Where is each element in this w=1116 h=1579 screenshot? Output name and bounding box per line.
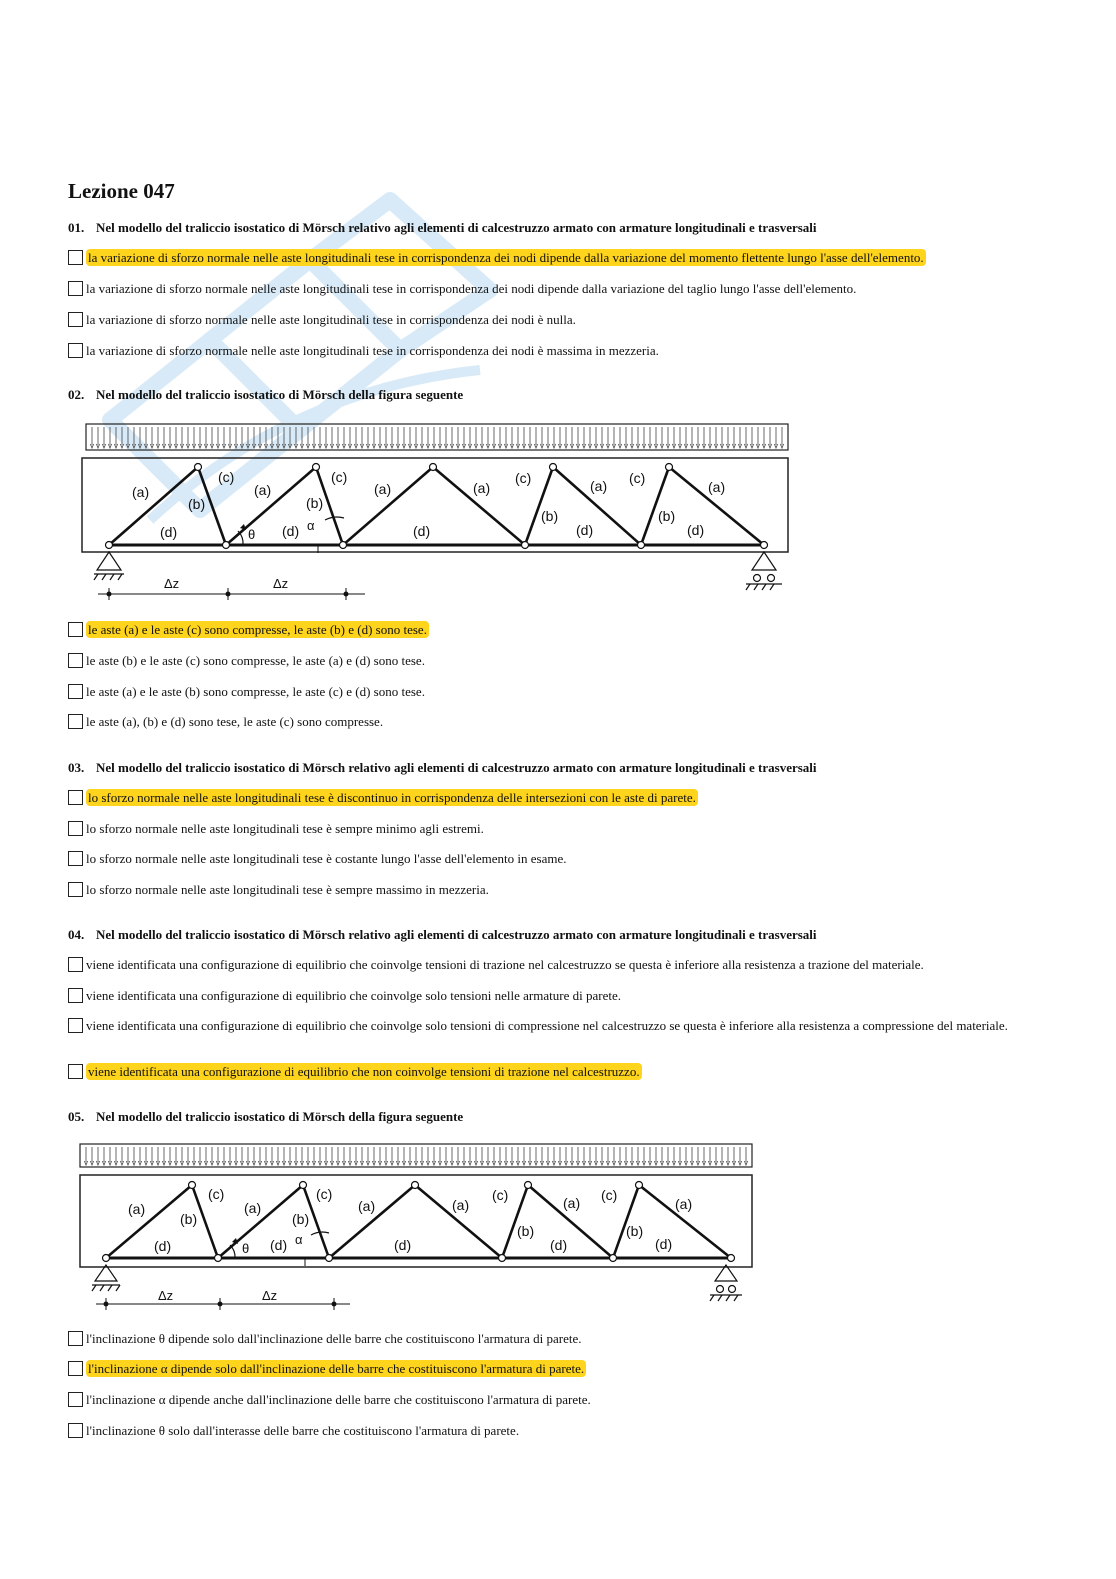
answer-checkbox[interactable]: [68, 1392, 83, 1407]
answer-checkbox[interactable]: [68, 957, 83, 972]
answer-option[interactable]: [68, 652, 1028, 669]
member-label-b: (b): [541, 508, 559, 524]
dimension-label-dz: Δz: [164, 576, 180, 591]
member-label-d: (d): [550, 1237, 568, 1253]
member-label-c: (c): [218, 469, 235, 485]
answer-text: lo sforzo normale nelle aste longitudinali tese è costante lungo l'asse dell'elemento in esame.: [86, 851, 567, 866]
answer-text: le aste (b) e le aste (c) sono compresse, le aste (a) e (d) sono tese.: [86, 653, 425, 668]
question-number: 05.: [68, 1109, 85, 1124]
answer-checkbox[interactable]: [68, 1018, 83, 1033]
answer-option[interactable]: [68, 820, 1028, 837]
member-label-a: (a): [374, 481, 392, 497]
answer-text: la variazione di sforzo normale nelle aste longitudinali tese in corrispondenza dei nodi è massima in mezzeria.: [86, 343, 659, 358]
answer-text: l'inclinazione θ dipende solo dall'inclinazione delle barre che costituiscono l'armatura di parete.: [86, 1331, 582, 1346]
question-number: 02.: [68, 387, 85, 402]
member-label-b: (b): [626, 1223, 644, 1239]
lesson-title: Lezione 047: [68, 179, 175, 203]
member-label-b: (b): [658, 508, 676, 524]
answer-checkbox[interactable]: [68, 1423, 83, 1438]
answer-checkbox[interactable]: [68, 250, 83, 265]
member-label-a: (a): [132, 484, 150, 500]
member-label-d: (d): [270, 1237, 288, 1253]
angle-theta-label: θ: [248, 527, 256, 542]
answer-text: viene identificata una configurazione di equilibrio che coinvolge solo tensioni nelle armature di parete.: [86, 988, 621, 1003]
answer-text: lo sforzo normale nelle aste longitudinali tese è sempre minimo agli estremi.: [86, 821, 484, 836]
member-label-a: (a): [128, 1201, 146, 1217]
question-number: 04.: [68, 927, 85, 942]
distributed-load-box: [86, 424, 788, 450]
member-label-d: (d): [655, 1236, 673, 1252]
answer-text: l'inclinazione θ solo dall'interasse delle barre che costituiscono l'armatura di parete.: [86, 1423, 520, 1438]
angle-alpha-label: α: [307, 518, 315, 533]
answer-checkbox[interactable]: [68, 1361, 83, 1376]
question-text: Nel modello del traliccio isostatico di Mörsch relativo agli elementi di calcestruzzo armato con armature longitudinali e trasversali: [96, 927, 817, 942]
answer-text-highlighted: viene identificata una configurazione di equilibrio che non coinvolge tensioni di trazione nel calcestruzzo.: [88, 1064, 640, 1079]
answer-option[interactable]: [68, 621, 1028, 638]
answer-option[interactable]: [68, 789, 1028, 806]
member-label-a: (a): [254, 482, 272, 498]
dimension-label-dz: Δz: [158, 1288, 174, 1303]
answer-option[interactable]: [68, 1360, 1028, 1377]
truss-figure-1: [78, 418, 796, 604]
answer-text-highlighted: le aste (a) e le aste (c) sono compresse, le aste (b) e (d) sono tese.: [88, 622, 427, 637]
member-label-c: (c): [515, 470, 532, 486]
question-02: [68, 387, 463, 403]
member-label-d: (d): [576, 522, 594, 538]
member-label-b: (b): [292, 1211, 310, 1227]
angle-theta-label: θ: [242, 1241, 250, 1256]
member-label-b: (b): [517, 1223, 535, 1239]
dimension-line: [96, 1298, 350, 1310]
answer-checkbox[interactable]: [68, 1064, 83, 1079]
answer-checkbox[interactable]: [68, 1331, 83, 1346]
member-label-a: (a): [358, 1198, 376, 1214]
answer-text: le aste (a), (b) e (d) sono tese, le aste (c) sono compresse.: [86, 714, 384, 729]
member-label-b: (b): [306, 495, 324, 511]
answer-checkbox[interactable]: [68, 312, 83, 327]
member-label-a: (a): [590, 478, 608, 494]
answer-checkbox[interactable]: [68, 821, 83, 836]
truss-nodes: [103, 1182, 735, 1262]
answer-option[interactable]: [68, 1330, 1028, 1347]
answer-checkbox[interactable]: [68, 622, 83, 637]
answer-option[interactable]: [68, 249, 1028, 266]
answer-checkbox[interactable]: [68, 790, 83, 805]
answer-checkbox[interactable]: [68, 343, 83, 358]
pin-support: [92, 1265, 120, 1291]
answer-text-highlighted: l'inclinazione α dipende solo dall'inclinazione delle barre che costituiscono l'armatura di parete.: [88, 1361, 585, 1376]
answer-text: le aste (a) e le aste (b) sono compresse, le aste (c) e (d) sono tese.: [86, 684, 425, 699]
question-text: Nel modello del traliccio isostatico di Mörsch della figura seguente: [96, 1109, 464, 1124]
answer-option[interactable]: [68, 1422, 1028, 1439]
answer-option[interactable]: [68, 311, 1028, 328]
answer-checkbox[interactable]: [68, 684, 83, 699]
member-label-c: (c): [208, 1186, 225, 1202]
question-03: [68, 760, 817, 776]
member-label-d: (d): [282, 523, 300, 539]
member-label-a: (a): [473, 480, 491, 496]
answer-option[interactable]: [68, 280, 1028, 297]
member-label-a: (a): [563, 1195, 581, 1211]
truss-diagonals: [106, 1185, 731, 1258]
answer-option[interactable]: [68, 1017, 1028, 1034]
answer-text: la variazione di sforzo normale nelle aste longitudinali tese in corrispondenza dei nodi dipende dalla variazione del taglio lungo l'asse dell'elemento.: [86, 281, 857, 296]
member-label-c: (c): [492, 1187, 509, 1203]
answer-checkbox[interactable]: [68, 988, 83, 1003]
member-label-c: (c): [331, 469, 348, 485]
answer-text: viene identificata una configurazione di equilibrio che coinvolge solo tensioni di compressione nel calcestruzzo se questa è inferiore alla resistenza a compressione del materiale.: [86, 1018, 1008, 1033]
pin-support: [94, 552, 124, 580]
answer-text: l'inclinazione α dipende anche dall'inclinazione delle barre che costituiscono l'armatura di parete.: [86, 1392, 591, 1407]
answer-checkbox[interactable]: [68, 714, 83, 729]
dimension-label-dz: Δz: [262, 1288, 278, 1303]
answer-option[interactable]: [68, 956, 1028, 973]
member-label-d: (d): [413, 523, 431, 539]
roller-support: [746, 552, 782, 590]
member-label-a: (a): [244, 1200, 262, 1216]
answer-option[interactable]: [68, 1391, 1028, 1408]
angle-alpha-label: α: [295, 1232, 303, 1247]
answer-checkbox[interactable]: [68, 882, 83, 897]
answer-option[interactable]: [68, 713, 1028, 730]
member-label-a: (a): [675, 1196, 693, 1212]
truss-figure-2: [76, 1140, 760, 1312]
answer-option[interactable]: [68, 1063, 1028, 1080]
answer-checkbox[interactable]: [68, 281, 83, 296]
answer-checkbox[interactable]: [68, 851, 83, 866]
answer-option[interactable]: [68, 342, 1028, 359]
member-label-a: (a): [708, 479, 726, 495]
question-01: [68, 220, 817, 236]
member-label-d: (d): [154, 1238, 172, 1254]
truss-diagonals: [109, 467, 764, 545]
answer-text-highlighted: la variazione di sforzo normale nelle aste longitudinali tese in corrispondenza dei nodi dipende dalla variazione del momento flettente lungo l'asse dell'elemento.: [88, 250, 924, 265]
question-05: [68, 1109, 463, 1125]
member-label-c: (c): [601, 1187, 618, 1203]
answer-text: la variazione di sforzo normale nelle aste longitudinali tese in corrispondenza dei nodi è nulla.: [86, 312, 576, 327]
answer-option[interactable]: [68, 850, 1028, 867]
answer-text: lo sforzo normale nelle aste longitudinali tese è sempre massimo in mezzeria.: [86, 882, 489, 897]
question-text: Nel modello del traliccio isostatico di Mörsch della figura seguente: [96, 387, 464, 402]
question-04: [68, 927, 817, 943]
member-label-b: (b): [180, 1211, 198, 1227]
member-label-b: (b): [188, 496, 206, 512]
member-label-a: (a): [452, 1197, 470, 1213]
member-label-c: (c): [316, 1186, 333, 1202]
answer-checkbox[interactable]: [68, 653, 83, 668]
question-text: Nel modello del traliccio isostatico di Mörsch relativo agli elementi di calcestruzzo armato con armature longitudinali e trasversali: [96, 760, 817, 775]
question-number: 03.: [68, 760, 85, 775]
answer-text-highlighted: lo sforzo normale nelle aste longitudinali tese è discontinuo in corrispondenza delle intersezioni con le aste di parete.: [88, 790, 696, 805]
member-label-d: (d): [394, 1237, 412, 1253]
dimension-line: [98, 588, 365, 600]
answer-text: viene identificata una configurazione di equilibrio che coinvolge tensioni di trazione nel calcestruzzo se questa è inferiore alla resistenza a trazione del materiale.: [86, 957, 924, 972]
member-label-d: (d): [687, 522, 705, 538]
member-label-d: (d): [160, 524, 178, 540]
member-label-c: (c): [629, 470, 646, 486]
dimension-label-dz: Δz: [273, 576, 289, 591]
question-number: 01.: [68, 220, 85, 235]
question-text: Nel modello del traliccio isostatico di Mörsch relativo agli elementi di calcestruzzo armato con armature longitudinali e trasversali: [96, 220, 817, 235]
answer-option[interactable]: [68, 683, 1028, 700]
roller-support: [710, 1265, 742, 1301]
answer-option[interactable]: [68, 881, 1028, 898]
answer-option[interactable]: [68, 987, 1028, 1004]
